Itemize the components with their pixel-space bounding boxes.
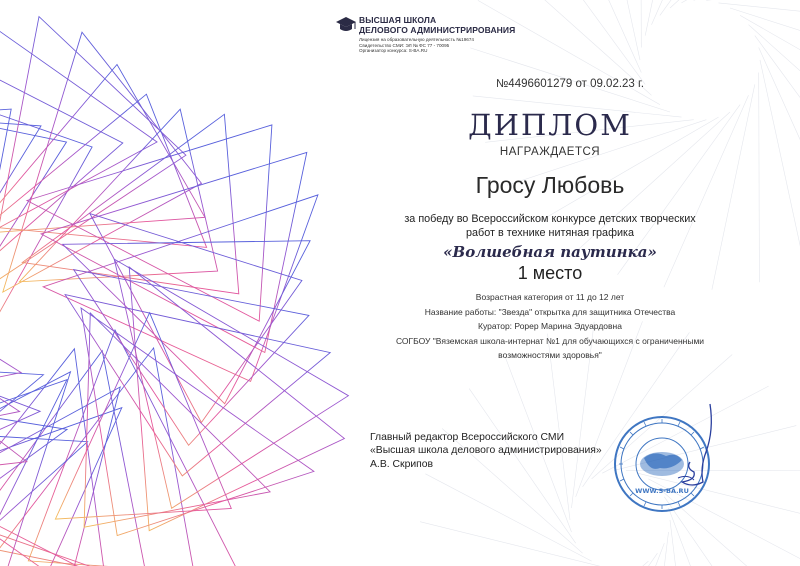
school: СОГБОУ "Вяземская школа-интернат №1 для обучающихся с ограниченными возможностями здоровья" xyxy=(395,335,705,360)
awarded-label: НАГРАЖДАЕТСЯ xyxy=(499,146,601,158)
background-thread xyxy=(598,543,665,566)
thread-stroke xyxy=(74,270,309,446)
work-title: Название работы: "Звезда" открытка для защитника Отечества xyxy=(424,306,676,317)
background-thread xyxy=(719,3,800,24)
background-thread xyxy=(730,8,800,72)
editor-signature-block: Главный редактор Всероссийского СМИ «Высшая школа делового администрирования» А.В. Скрипов xyxy=(370,432,602,470)
thread-stroke xyxy=(0,393,67,566)
thread-stroke xyxy=(0,113,41,330)
age-category: Возрастная категория от 11 до 12 лет xyxy=(475,292,625,302)
background-thread xyxy=(646,532,669,566)
background-thread xyxy=(670,520,693,566)
background-thread xyxy=(682,0,800,3)
logo-title: ВЫСШАЯ ШКОЛА ДЕЛОВОГО АДМИНИСТРИРОВАНИЯ xyxy=(359,15,516,35)
thread-stroke xyxy=(0,59,123,291)
thread-stroke xyxy=(0,408,122,566)
background-thread xyxy=(759,48,800,239)
logo-registration-info: Лицензия на образовательную деятельность №19674 Свидетельство СМИ: ЭЛ № ФС 77 - 70095 Организатор конкурса: S-BA.RU xyxy=(359,37,474,54)
thread-stroke xyxy=(0,372,71,566)
thread-stroke xyxy=(22,114,239,293)
background-thread xyxy=(749,25,800,165)
background-thread xyxy=(755,36,800,205)
diploma-number: №4496601279 от 09.02.23 г. xyxy=(495,78,645,90)
graduation-cap-icon xyxy=(335,14,357,36)
curator: Куратор: Рорер Марина Эдуардовна xyxy=(478,321,622,331)
organization-logo xyxy=(335,10,535,60)
background-thread xyxy=(670,0,800,8)
background-thread xyxy=(645,0,688,36)
diploma-title: ДИПЛОМ xyxy=(468,108,632,142)
background-thread xyxy=(641,0,642,48)
background-thread xyxy=(420,522,602,566)
thread-stroke xyxy=(129,267,344,531)
thread-stroke xyxy=(28,330,240,566)
thread-stroke xyxy=(19,109,217,282)
background-thread xyxy=(521,0,645,84)
background-thread xyxy=(740,15,800,119)
thread-stroke xyxy=(0,246,21,431)
background-thread xyxy=(759,73,760,283)
official-seal-stamp xyxy=(610,402,720,517)
contest-name: «Волшебная паутинка» xyxy=(443,243,657,261)
background-thread xyxy=(508,561,649,566)
background-thread xyxy=(652,0,737,25)
background-thread xyxy=(551,553,658,566)
background-thread xyxy=(425,474,591,561)
place-result: 1 место xyxy=(517,263,583,283)
thread-stroke xyxy=(0,427,88,566)
svg-text:WWW.S-BA.RU: WWW.S-BA.RU xyxy=(635,487,689,495)
thread-stroke xyxy=(0,17,186,288)
award-description: за победу во Всероссийском конкурсе детских творческих работ в технике нитяная графика xyxy=(404,213,696,239)
recipient-name: Гросу Любовь xyxy=(475,172,625,198)
thread-stroke xyxy=(90,214,302,423)
background-thread xyxy=(760,60,800,265)
participant-details xyxy=(370,290,730,363)
